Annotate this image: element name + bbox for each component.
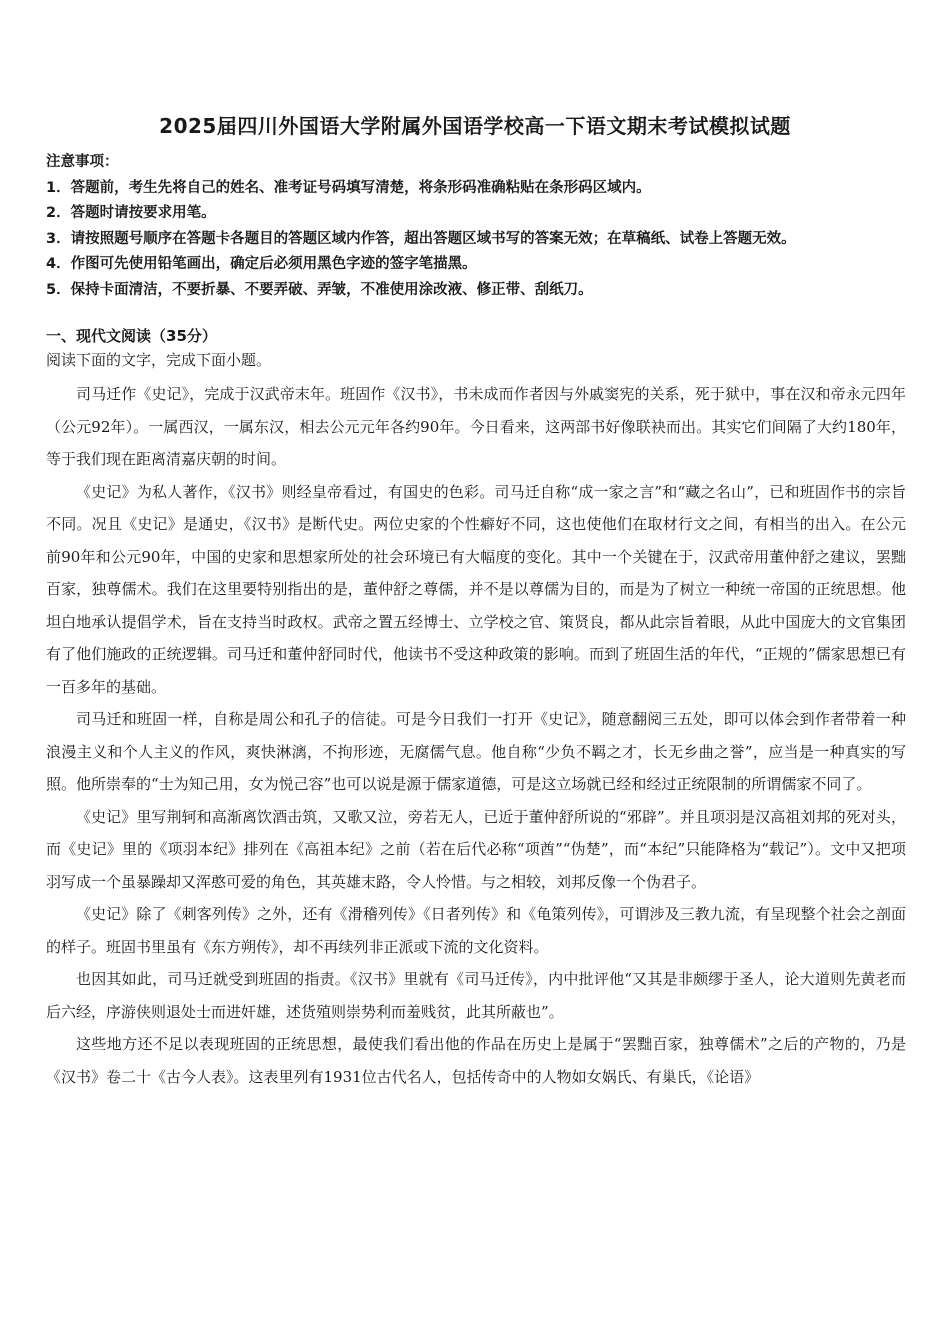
section-header [46, 324, 906, 372]
notice-item: 3．请按照题号顺序在答题卡各题目的答题区域内作答，超出答题区域书写的答案无效；在草稿纸、试卷上答题无效。 [46, 230, 796, 247]
passage-paragraph: 这些地方还不足以表现班固的正统思想，最使我们看出他的作品在历史上是属于“罢黜百家，独尊儒术”之后的产物的，乃是《汉书》卷二十《古今人表》。这表里列有1931位古代名人，包括传奇中的人物如女娲氏、有巢氏，《论语》 [46, 1035, 906, 1086]
notice-block [46, 150, 906, 303]
notice-item: 4．作图可先使用铅笔画出，确定后必须用黑色字迹的签字笔描黑。 [46, 256, 477, 272]
passage-paragraph: 司马迁和班固一样，自称是周公和孔子的信徒。可是今日我们一打开《史记》，随意翻阅三五处，即可以体会到作者带着一种浪漫主义和个人主义的作风，爽快淋漓，不拘形迹，无腐儒气息。他自称“少负不羁之才，长无乡曲之誉”，应当是一种真实的写照。他所崇奉的“士为知己用，女为悦己容”也可以说是源于儒家道德，可是这立场就已经和经过正统限制的所谓儒家不同了。 [46, 710, 906, 793]
notice-item: 5．保持卡面清洁，不要折暴、不要弄破、弄皱，不准使用涂改液、修正带、刮纸刀。 [46, 281, 593, 298]
notice-heading: 注意事项： [46, 154, 119, 170]
section-instruction: 阅读下面的文字，完成下面小题。 [46, 351, 272, 369]
passage-paragraph: 《史记》为私人著作，《汉书》则经皇帝看过，有国史的色彩。司马迁自称“成一家之言”和“藏之名山”，已和班固作书的宗旨不同。况且《史记》是通史，《汉书》是断代史。两位史家的个性癖好不同，这也使他们在取材行文之间，有相当的出入。在公元前90年和公元90年，中国的史家和思想家所处的社会环境已有大幅度的变化。其中一个关键在于，汉武帝用董仲舒之建议，罢黜百家，独尊儒术。我们在这里要特别指出的是，董仲舒之尊儒，并不是以尊儒为目的，而是为了树立一种统一帝国的正统思想。他坦白地承认提倡学术，旨在支持当时政权。武帝之置五经博士、立学校之官、策贤良，都从此宗旨着眼，从此中国庞大的文官集团有了他们施政的正统逻辑。司马迁和董仲舒同时代，他读书不受这种政策的影响。而到了班固生活的年代，“正规的”儒家思想已有一百多年的基础。 [46, 482, 906, 696]
section-heading: 一、现代文阅读（35分） [46, 327, 217, 345]
document-title: 2025届四川外国语大学附属外国语学校高一下语文期末考试模拟试题 [159, 114, 791, 138]
reading-passage [46, 378, 906, 1093]
passage-paragraph: 司马迁作《史记》，完成于汉武帝末年。班固作《汉书》，书未成而作者因与外戚窦宪的关系，死于狱中，事在汉和帝永元四年（公元92年）。一属西汉，一属东汉，相去公元元年各约90年。今日看来，这两部书好像联袂而出。其实它们间隔了大约180年，等于我们现在距离清嘉庆朝的时间。 [46, 385, 906, 468]
passage-paragraph: 《史记》除了《刺客列传》之外，还有《滑稽列传》《日者列传》和《龟策列传》，可谓涉及三教九流，有呈现整个社会之剖面的样子。班固书里虽有《东方朔传》，却不再续列非正派或下流的文化资料。 [46, 905, 906, 956]
passage-paragraph: 也因其如此，司马迁就受到班固的指责。《汉书》里就有《司马迁传》，内中批评他“又其是非颇缪于圣人，论大道则先黄老而后六经，序游侠则退处士而进奸雄，述货殖则崇势利而羞贱贫，此其所蔽也”。 [46, 970, 906, 1021]
passage-paragraph: 《史记》里写荆轲和高渐离饮酒击筑，又歌又泣，旁若无人，已近于董仲舒所说的“邪辟”。并且项羽是汉高祖刘邦的死对头，而《史记》里的《项羽本纪》排列在《高祖本纪》之前（若在后代必称“项酋”“伪楚”，而“本纪”只能降格为“载记”）。文中又把项羽写成一个虽暴躁却又浑憨可爱的角色，其英雄末路，令人怜惜。与之相较，刘邦反像一个伪君子。 [46, 807, 906, 891]
notice-item: 2．答题时请按要求用笔。 [46, 205, 216, 221]
notice-item: 1．答题前，考生先将自己的姓名、准考证号码填写清楚，将条形码准确粘贴在条形码区域内。 [46, 179, 651, 196]
